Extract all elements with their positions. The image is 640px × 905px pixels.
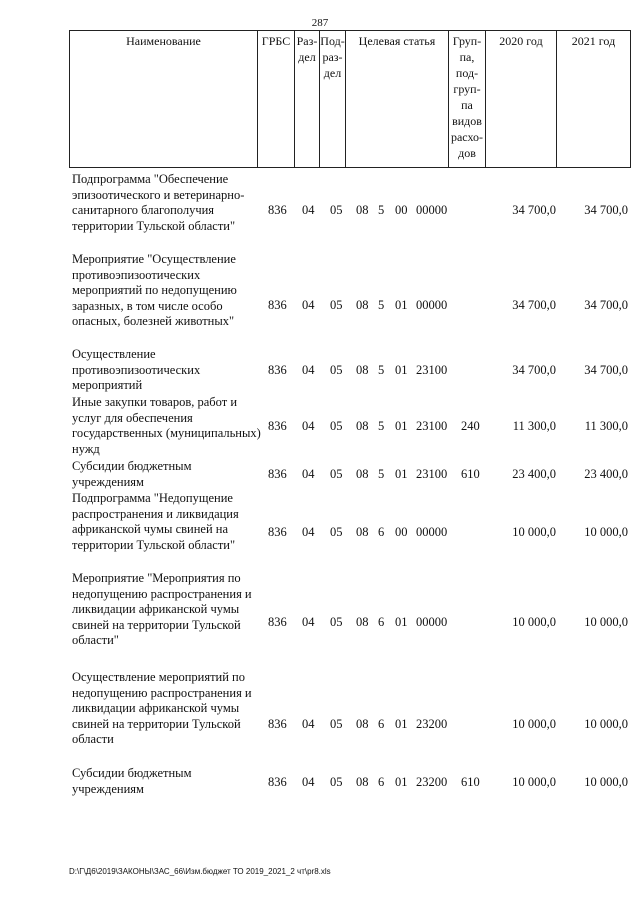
table-row bbox=[0, 459, 640, 490]
row-cs4: 00000 bbox=[416, 615, 448, 629]
row-cs3: 00 bbox=[395, 525, 408, 539]
row-razdel: 04 bbox=[302, 419, 315, 433]
row-cs2: 6 bbox=[378, 775, 385, 789]
row-y2021: 10 000,0 bbox=[584, 717, 628, 731]
row-razdel: 04 bbox=[302, 717, 315, 731]
row-vid: 240 bbox=[461, 419, 480, 433]
row-cs3: 01 bbox=[395, 419, 408, 433]
header-podrazdel: Под- раз- дел bbox=[320, 31, 346, 167]
header-2021: 2021 год bbox=[571, 34, 616, 48]
row-y2021: 34 700,0 bbox=[584, 363, 628, 377]
row-grbs: 836 bbox=[268, 717, 287, 731]
row-razdel: 04 bbox=[302, 203, 315, 217]
row-cs2: 5 bbox=[378, 363, 385, 377]
row-name: Подпрограмма "Обеспечение эпизоотического и ветеринарно-санитарного благополучия территории Тульской области" bbox=[72, 172, 245, 233]
row-razdel: 04 bbox=[302, 615, 315, 629]
row-cs3: 01 bbox=[395, 298, 408, 312]
row-name: Субсидии бюджетным учреждениям bbox=[72, 766, 192, 796]
row-cs3: 01 bbox=[395, 717, 408, 731]
row-podrazdel: 05 bbox=[330, 615, 343, 629]
row-name: Иные закупки товаров, работ и услуг для обеспечения государственных (муниципальных) нужд bbox=[72, 395, 261, 456]
table-row bbox=[0, 491, 640, 553]
page-number: 287 bbox=[311, 17, 329, 29]
row-name: Мероприятие "Осуществление противоэпизоотических мероприятий по недопущению заразных, в том числе особо опасных, болезней животных" bbox=[72, 252, 237, 328]
row-cs1: 08 bbox=[356, 775, 369, 789]
row-name: Подпрограмма "Недопущение распространения и ликвидация африканской чумы свиней на территории Тульской области" bbox=[72, 491, 239, 552]
row-podrazdel: 05 bbox=[330, 363, 343, 377]
row-name: Осуществление мероприятий по недопущению распространения и ликвидации африканской чумы свиней на территории Тульской области bbox=[72, 670, 252, 746]
row-name: Субсидии бюджетным учреждениям bbox=[72, 459, 192, 489]
row-razdel: 04 bbox=[302, 775, 315, 789]
row-vid: 610 bbox=[461, 775, 480, 789]
row-y2020: 34 700,0 bbox=[512, 363, 556, 377]
row-podrazdel: 05 bbox=[330, 717, 343, 731]
row-y2021: 10 000,0 bbox=[584, 525, 628, 539]
row-cs4: 00000 bbox=[416, 298, 448, 312]
row-cs2: 6 bbox=[378, 717, 385, 731]
row-grbs: 836 bbox=[268, 419, 287, 433]
row-grbs: 836 bbox=[268, 775, 287, 789]
row-y2020: 23 400,0 bbox=[512, 467, 556, 481]
row-y2021: 10 000,0 bbox=[584, 615, 628, 629]
row-vid: 610 bbox=[461, 467, 480, 481]
header-name: Наименование bbox=[70, 31, 258, 167]
table-row bbox=[0, 172, 640, 250]
row-cs4: 23200 bbox=[416, 717, 448, 731]
row-y2020: 11 300,0 bbox=[512, 419, 556, 433]
row-y2020: 10 000,0 bbox=[512, 717, 556, 731]
row-podrazdel: 05 bbox=[330, 203, 343, 217]
row-cs3: 01 bbox=[395, 775, 408, 789]
row-cs2: 5 bbox=[378, 298, 385, 312]
table-row bbox=[0, 766, 640, 797]
table-row bbox=[0, 395, 640, 457]
row-podrazdel: 05 bbox=[330, 525, 343, 539]
table-row bbox=[0, 347, 640, 392]
row-grbs: 836 bbox=[268, 467, 287, 481]
row-cs1: 08 bbox=[356, 467, 369, 481]
table-row bbox=[0, 571, 640, 649]
row-y2020: 10 000,0 bbox=[512, 615, 556, 629]
row-podrazdel: 05 bbox=[330, 775, 343, 789]
header-razdel: Раз- дел bbox=[295, 31, 320, 167]
row-y2020: 10 000,0 bbox=[512, 525, 556, 539]
row-cs3: 01 bbox=[395, 615, 408, 629]
row-cs1: 08 bbox=[356, 203, 369, 217]
row-grbs: 836 bbox=[268, 615, 287, 629]
row-cs2: 5 bbox=[378, 419, 385, 433]
row-podrazdel: 05 bbox=[330, 419, 343, 433]
row-cs2: 5 bbox=[378, 467, 385, 481]
row-y2020: 10 000,0 bbox=[512, 775, 556, 789]
row-cs2: 5 bbox=[378, 203, 385, 217]
row-grbs: 836 bbox=[268, 203, 287, 217]
header-2020: 2020 год bbox=[486, 31, 557, 167]
row-podrazdel: 05 bbox=[330, 298, 343, 312]
row-razdel: 04 bbox=[302, 298, 315, 312]
row-cs1: 08 bbox=[356, 363, 369, 377]
row-grbs: 836 bbox=[268, 525, 287, 539]
row-y2020: 34 700,0 bbox=[512, 298, 556, 312]
row-cs4: 23200 bbox=[416, 775, 448, 789]
row-razdel: 04 bbox=[302, 363, 315, 377]
row-cs1: 08 bbox=[356, 525, 369, 539]
table-header bbox=[69, 30, 631, 168]
row-grbs: 836 bbox=[268, 298, 287, 312]
row-cs4: 00000 bbox=[416, 203, 448, 217]
row-cs1: 08 bbox=[356, 298, 369, 312]
row-y2020: 34 700,0 bbox=[512, 203, 556, 217]
row-razdel: 04 bbox=[302, 525, 315, 539]
row-podrazdel: 05 bbox=[330, 467, 343, 481]
table-row bbox=[0, 252, 640, 330]
header-celevaya: Целевая статья bbox=[346, 31, 449, 167]
row-cs4: 23100 bbox=[416, 363, 448, 377]
header-gruppa: Груп- па, под- груп- па видов расхо- дов bbox=[449, 31, 486, 167]
row-cs1: 08 bbox=[356, 419, 369, 433]
row-cs4: 00000 bbox=[416, 525, 448, 539]
row-y2021: 34 700,0 bbox=[584, 203, 628, 217]
row-cs1: 08 bbox=[356, 717, 369, 731]
header-grbs: ГРБС bbox=[258, 31, 295, 167]
row-y2021: 10 000,0 bbox=[584, 775, 628, 789]
table-row bbox=[0, 670, 640, 748]
row-cs3: 00 bbox=[395, 203, 408, 217]
row-y2021: 23 400,0 bbox=[584, 467, 628, 481]
row-grbs: 836 bbox=[268, 363, 287, 377]
row-name: Мероприятие "Мероприятия по недопущению распространения и ликвидации африканской чумы свиней на территории Тульской области" bbox=[72, 571, 252, 647]
row-cs3: 01 bbox=[395, 467, 408, 481]
row-y2021: 34 700,0 bbox=[584, 298, 628, 312]
row-name: Осуществление противоэпизоотических мероприятий bbox=[72, 347, 201, 392]
row-cs2: 6 bbox=[378, 615, 385, 629]
row-cs1: 08 bbox=[356, 615, 369, 629]
row-cs2: 6 bbox=[378, 525, 385, 539]
row-cs3: 01 bbox=[395, 363, 408, 377]
footer-path: D:\Г\Д6\2019\ЗАКОНЫ\ЗАС_66\Изм.бюджет ТО 2019_2021_2 чт\pr8.xls bbox=[69, 867, 331, 876]
row-y2021: 11 300,0 bbox=[584, 419, 628, 433]
row-razdel: 04 bbox=[302, 467, 315, 481]
row-cs4: 23100 bbox=[416, 467, 448, 481]
row-cs4: 23100 bbox=[416, 419, 448, 433]
